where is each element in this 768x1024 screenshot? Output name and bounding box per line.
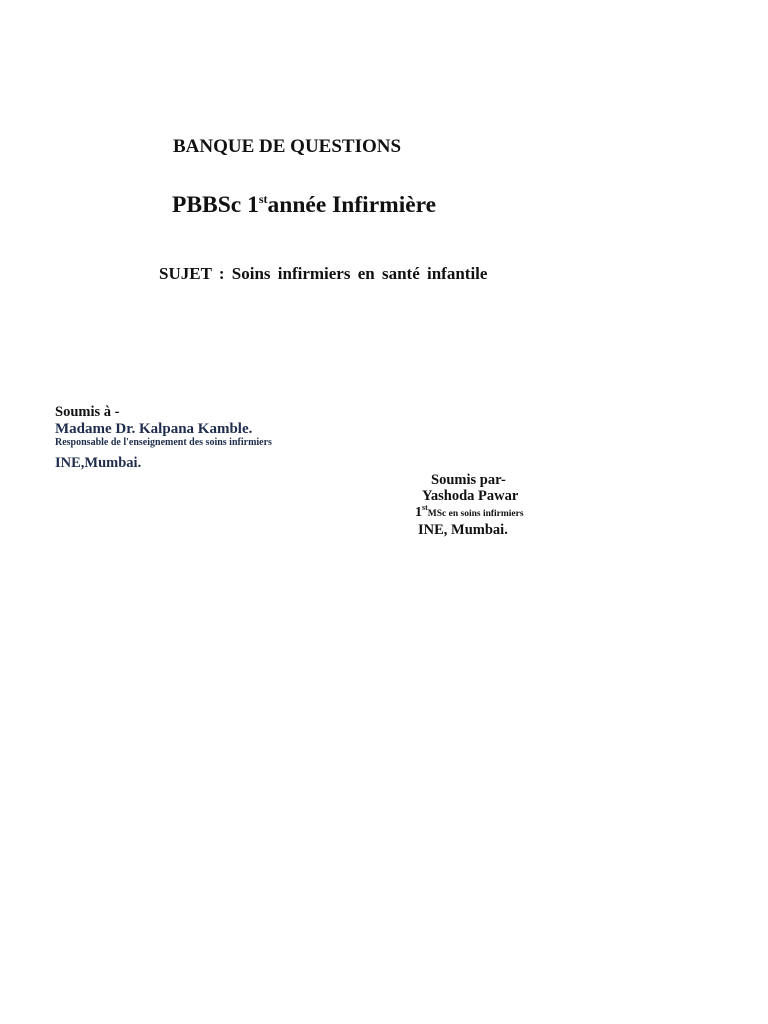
- course-superscript: st: [258, 192, 268, 206]
- subject-line: SUJET : Soins infirmiers en santé infantile: [159, 264, 488, 283]
- submitted-by-label: Soumis par-: [431, 472, 506, 488]
- submitted-to-label: Soumis à -: [55, 404, 120, 420]
- submitted-by-course-suffix: MSc en soins infirmiers: [427, 509, 524, 519]
- course-heading: [172, 192, 436, 219]
- submitted-to-role: Responsable de l'enseignement des soins infirmiers: [55, 437, 272, 448]
- submitted-by-institution: INE, Mumbai.: [418, 522, 508, 538]
- course-suffix: année Infirmière: [267, 192, 437, 218]
- submitted-to-institution: INE,Mumbai.: [55, 455, 142, 471]
- submitted-by-course: [415, 505, 524, 521]
- course-prefix: PBBSc 1: [172, 192, 259, 218]
- submitted-to-name: Madame Dr. Kalpana Kamble.: [55, 421, 253, 437]
- submitted-by-name: Yashoda Pawar: [422, 488, 519, 504]
- submitted-by-course-prefix: 1: [415, 505, 422, 520]
- document-title: BANQUE DE QUESTIONS: [173, 136, 402, 157]
- submitted-by-course-superscript: st: [422, 503, 428, 512]
